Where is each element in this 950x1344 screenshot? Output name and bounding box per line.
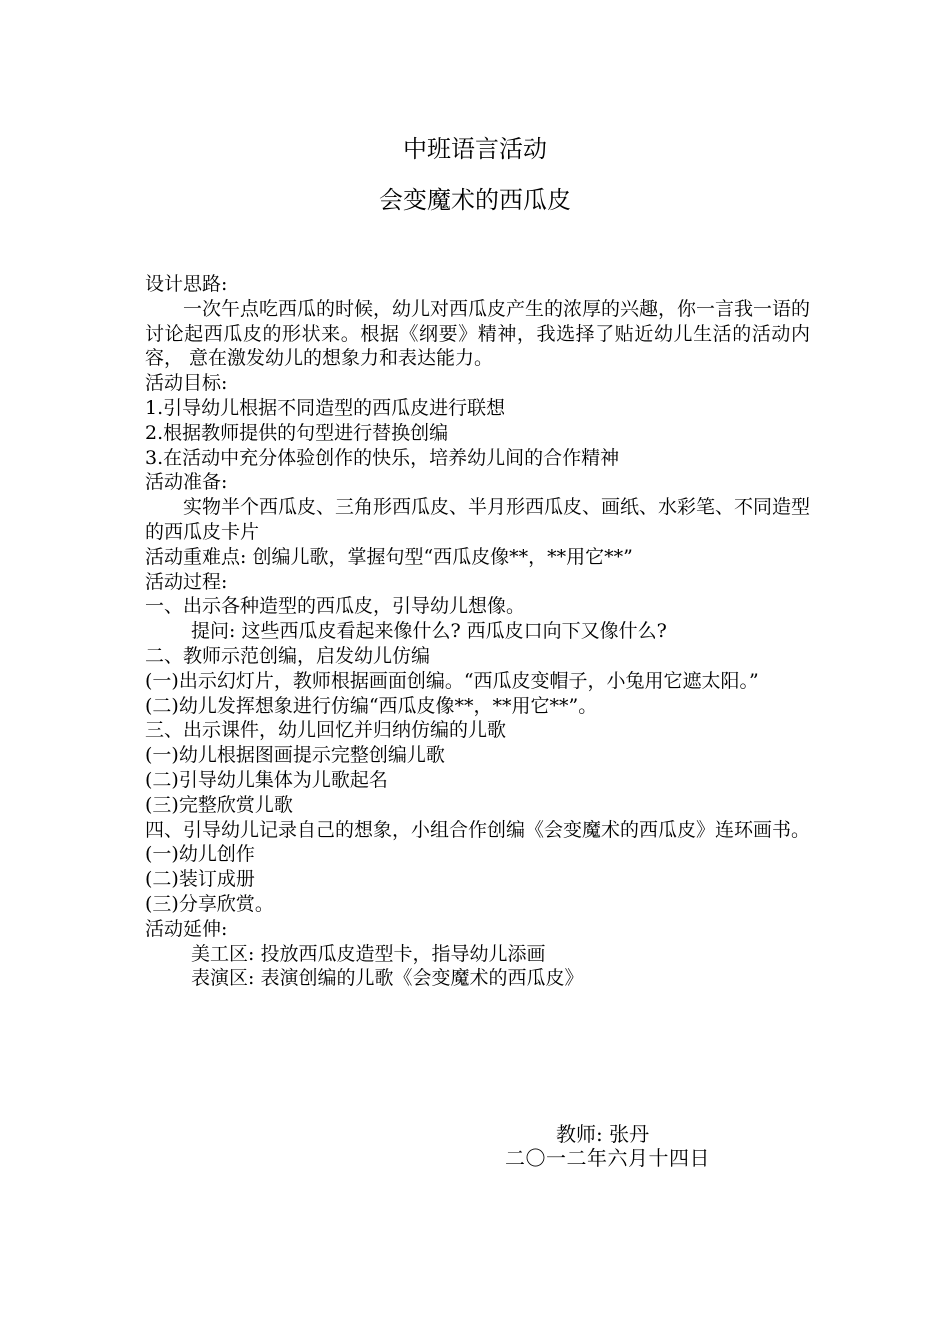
document-subtitle: 会变魔术的西瓜皮 — [379, 186, 571, 214]
process-heading: 活动过程: — [145, 570, 228, 593]
design-heading: 设计思路: — [145, 273, 228, 295]
step-3-1: (一)幼儿根据图画提示完整创编儿歌 — [145, 744, 445, 767]
step-4-1: (一)幼儿创作 — [145, 843, 255, 866]
step-3-3: (三)完整欣赏儿歌 — [145, 793, 293, 816]
goal-item: 2.根据教师提供的句型进行替换创编 — [145, 421, 449, 444]
step-2-2: (二)幼儿发挥想象进行仿编“西瓜皮像**，**用它**”。 — [145, 694, 598, 717]
extension-item: 美工区: 投放西瓜皮造型卡，指导幼儿添画 — [191, 942, 546, 965]
goal-item: 1.引导幼儿根据不同造型的西瓜皮进行联想 — [145, 396, 506, 419]
document-body — [145, 272, 810, 991]
prep-text: 实物半个西瓜皮、三角形西瓜皮、半月形西瓜皮、画纸、水彩笔、不同造型的西瓜皮卡片 — [145, 496, 811, 543]
step-4: 四、引导幼儿记录自己的想象，小组合作创编《会变魔术的西瓜皮》连环画书。 — [145, 818, 811, 841]
step-4-3: (三)分享欣赏。 — [145, 892, 274, 915]
extension-item: 表演区: 表演创编的儿歌《会变魔术的西瓜皮》 — [191, 967, 584, 990]
step-1-question: 提问: 这些西瓜皮看起来像什么? 西瓜皮口向下又像什么? — [191, 620, 667, 643]
step-2-1: (一)出示幻灯片，教师根据画面创编。“西瓜皮变帽子，小兔用它遮太阳。” — [145, 669, 759, 692]
goals-heading: 活动目标: — [145, 372, 228, 395]
document-title: 中班语言活动 — [403, 135, 547, 163]
goal-item: 3.在活动中充分体验创作的快乐，培养幼儿间的合作精神 — [145, 446, 620, 469]
step-3-2: (二)引导幼儿集体为儿歌起名 — [145, 768, 388, 791]
design-text: 一次午点吃西瓜的时候，幼儿对西瓜皮产生的浓厚的兴趣，你一言我一语的讨论起西瓜皮的形状来。根据《纲要》精神，我选择了贴近幼儿生活的活动内容， 意在激发幼儿的想象力和表达能力。 — [145, 297, 811, 370]
prep-heading: 活动准备: — [145, 471, 228, 494]
document-date: 二〇一二年六月十四日 — [505, 1146, 710, 1170]
extension-heading: 活动延伸: — [145, 917, 228, 940]
step-3: 三、出示课件，幼儿回忆并归纳仿编的儿歌 — [145, 719, 507, 742]
teacher-signature: 教师: 张丹 — [556, 1122, 650, 1146]
step-4-2: (二)装订成册 — [145, 868, 255, 891]
step-2: 二、教师示范创编，启发幼儿仿编 — [145, 644, 431, 667]
step-1: 一、出示各种造型的西瓜皮，引导幼儿想像。 — [145, 595, 526, 618]
key-points: 活动重难点: 创编儿歌，掌握句型“西瓜皮像**，**用它**” — [145, 545, 633, 568]
